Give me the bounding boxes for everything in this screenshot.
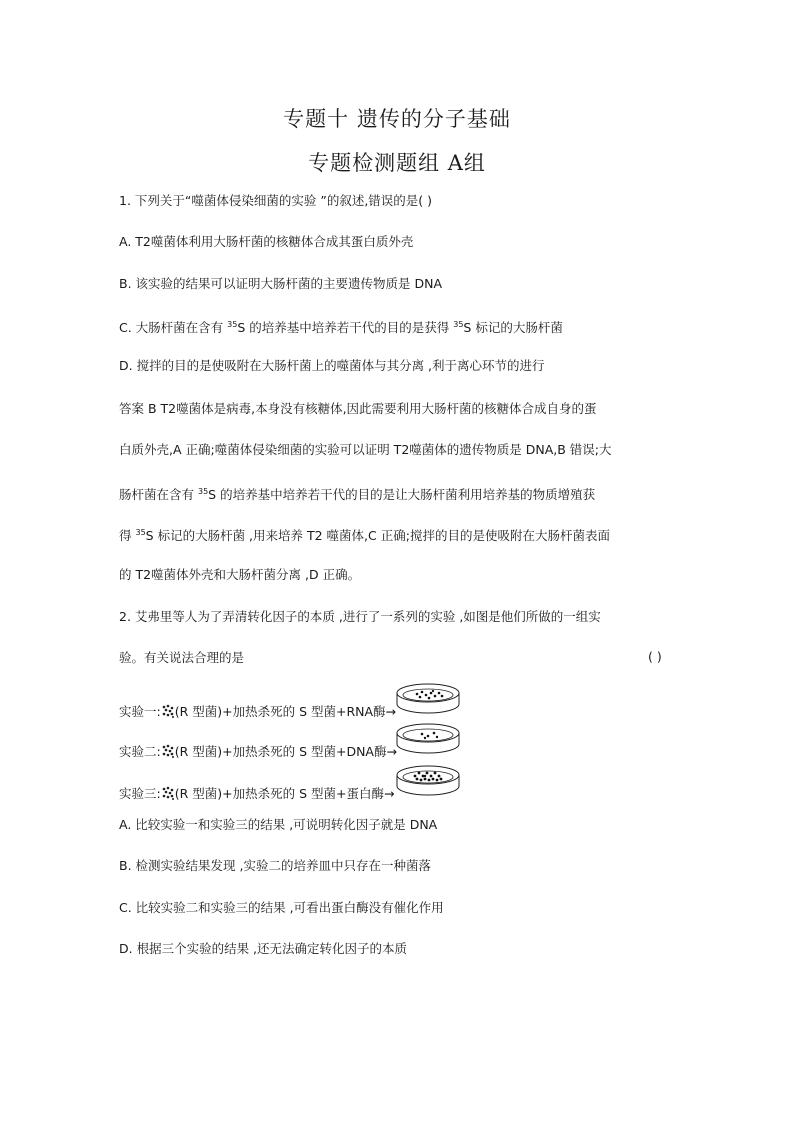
- isotope-superscript: 35: [453, 320, 464, 329]
- q2-stem-line-1: 2. 艾弗里等人为了弄清转化因子的本质 ,进行了一系列的实验 ,如图是他们所做的一组实: [119, 609, 601, 624]
- q1-answer-line-5: 的 T2噬菌体外壳和大肠杆菌分离 ,D 正确。: [119, 567, 361, 582]
- section-subtitle: 专题检测题组 A组: [308, 151, 486, 175]
- petri-dish-1-icon: [395, 682, 461, 716]
- isotope-superscript: 35: [197, 487, 209, 496]
- bacteria-cluster-icon: [161, 744, 175, 758]
- q2-answer-paren: ( ): [648, 649, 662, 664]
- q1-option-d: D. 搅拌的目的是使吸附在大肠杆菌上的噬菌体与其分离 ,利于离心环节的进行: [119, 358, 545, 373]
- bacteria-cluster-icon: [161, 704, 175, 718]
- q1-answer-line-4: 得 $^{35}$S 标记的大肠杆菌 ,用来培养 T2 噬菌体,C 正确;搅拌的目的是使吸附在大肠杆菌表面: [119, 528, 610, 543]
- q1-answer-line-2: 白质外壳,A 正确;噬菌体侵染细菌的实验可以证明 T2噬菌体的遗传物质是 DNA,B 错误;大: [119, 442, 612, 457]
- q1-stem: 1. 下列关于“噬菌体侵染细菌的实验 ”的叙述,错误的是( ): [119, 193, 433, 208]
- experiment-2-label: 实验二:: [119, 744, 161, 759]
- bacteria-cluster-icon: [161, 786, 175, 800]
- experiment-2-text: (R 型菌)+加热杀死的 S 型菌+DNA酶→: [174, 744, 397, 759]
- experiment-3-label: 实验三:: [119, 786, 161, 801]
- q2-option-b: B. 检测实验结果发现 ,实验二的培养皿中只存在一种菌落: [119, 858, 431, 873]
- chapter-title: 专题十 遗传的分子基础: [283, 107, 511, 131]
- q2-stem-line-2: 验。有关说法合理的是: [119, 650, 245, 665]
- isotope-superscript: 35: [135, 528, 146, 537]
- experiment-1-text: (R 型菌)+加热杀死的 S 型菌+RNA酶→: [174, 704, 397, 719]
- petri-dish-3-icon: [395, 764, 461, 798]
- petri-dish-2-icon: [395, 722, 461, 756]
- experiment-1-label: 实验一:: [119, 704, 161, 719]
- isotope-superscript: 35: [227, 320, 238, 329]
- q1-answer-line-1: 答案 B T2噬菌体是病毒,本身没有核糖体,因此需要利用大肠杆菌的核糖体合成自身的蛋: [119, 401, 597, 416]
- q2-option-a: A. 比较实验一和实验三的结果 ,可说明转化因子就是 DNA: [119, 817, 438, 832]
- experiment-3-text: (R 型菌)+加热杀死的 S 型菌+蛋白酶→: [174, 786, 395, 801]
- q2-option-c: C. 比较实验二和实验三的结果 ,可看出蛋白酶没有催化作用: [119, 900, 444, 915]
- q1-option-c: C. 大肠杆菌在含有 $^{35}$S 的培养基中培养若干代的目的是获得 $^{35}$S 标记的大肠杆菌: [119, 320, 563, 335]
- q1-option-b: B. 该实验的结果可以证明大肠杆菌的主要遗传物质是 DNA: [119, 276, 443, 291]
- q2-option-d: D. 根据三个实验的结果 ,还无法确定转化因子的本质: [119, 941, 408, 956]
- q1-answer-line-3: 肠杆菌在含有 $^{35}$S 的培养基中培养若干代的目的是让大肠杆菌利用培养基的物质增殖获: [119, 487, 596, 502]
- q1-option-a: A. T2噬菌体利用大肠杆菌的核糖体合成其蛋白质外壳: [119, 234, 414, 249]
